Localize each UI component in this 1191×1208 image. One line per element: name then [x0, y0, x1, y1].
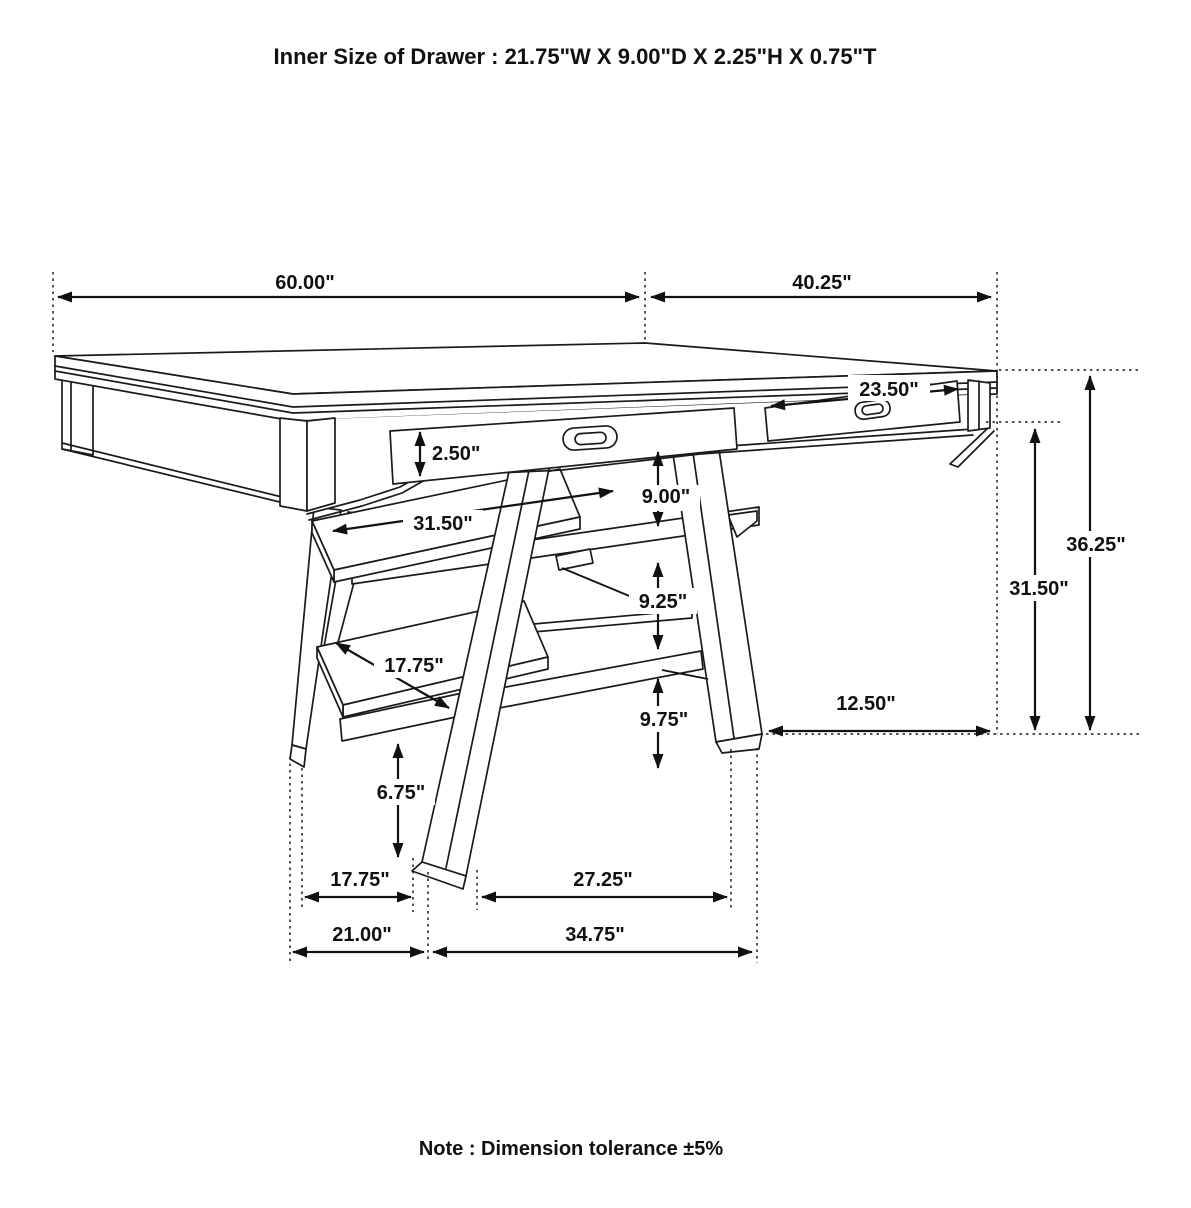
dim-clearance-height: [999, 429, 1079, 730]
dim-label-feet-span-left: 17.75": [330, 869, 390, 891]
tolerance-note: Note : Dimension tolerance ±5%: [418, 1138, 724, 1160]
dim-label-base-span-left: 21.00": [332, 924, 392, 946]
table-drawing: [55, 343, 997, 889]
dim-label-top-to-upper-stretcher: 9.00": [641, 486, 691, 508]
leg-front-right: [670, 430, 762, 742]
dim-label-top-depth: 40.25": [792, 272, 852, 294]
dim-top-depth: [651, 272, 991, 297]
dim-between-stretchers: [629, 563, 697, 649]
dim-shelf-to-floor: [367, 744, 435, 857]
apron-corner-stile: [280, 418, 307, 511]
stretcher-leader-line: [562, 568, 639, 600]
leg-back-left-foot: [290, 745, 306, 767]
dim-label-between-stretchers: 9.25": [638, 591, 688, 613]
dim-label-lower-shelf-length: 17.75": [384, 655, 444, 677]
apron-left-bottom: [62, 443, 288, 504]
dim-lower-stretcher-to-floor: [630, 679, 698, 768]
dim-label-leg-to-table-edge: 12.50": [836, 693, 896, 715]
drawer-right-handle-slot: [862, 404, 884, 416]
drawer-left-handle-slot: [575, 432, 607, 445]
apron-corner-stile-side: [307, 418, 335, 511]
dim-label-overall-height: 36.25": [1066, 534, 1126, 556]
dim-label-clearance-height: 31.50": [1009, 578, 1069, 600]
drawer-left-handle: [562, 425, 617, 451]
dim-base-span-left: [293, 924, 424, 952]
dim-feet-span-front: [482, 869, 727, 897]
dim-feet-span-left: [305, 869, 411, 897]
dim-label-drawer-right-width: 23.50": [859, 379, 919, 401]
dim-label-feet-span-front: 27.25": [573, 869, 633, 891]
dim-overall-height: [1048, 376, 1144, 730]
dim-label-top-length: 60.00": [275, 272, 335, 294]
dim-label-base-span-front: 34.75": [565, 924, 625, 946]
dim-label-drawer-face-height: 2.50": [432, 443, 481, 465]
leg-right-end: [950, 428, 994, 467]
dim-label-lower-stretcher-to-floor: 9.75": [639, 709, 689, 731]
dim-leg-to-table-edge: [769, 693, 990, 731]
dim-label-upper-shelf-length: 31.50": [413, 513, 473, 535]
dim-base-span-front: [433, 924, 752, 952]
drawer-inner-size-title: Inner Size of Drawer : 21.75"W X 9.00"D X 2.25"H X 0.75"T: [273, 44, 877, 69]
dim-label-shelf-to-floor: 6.75": [376, 782, 426, 804]
dim-top-length: [58, 272, 639, 297]
